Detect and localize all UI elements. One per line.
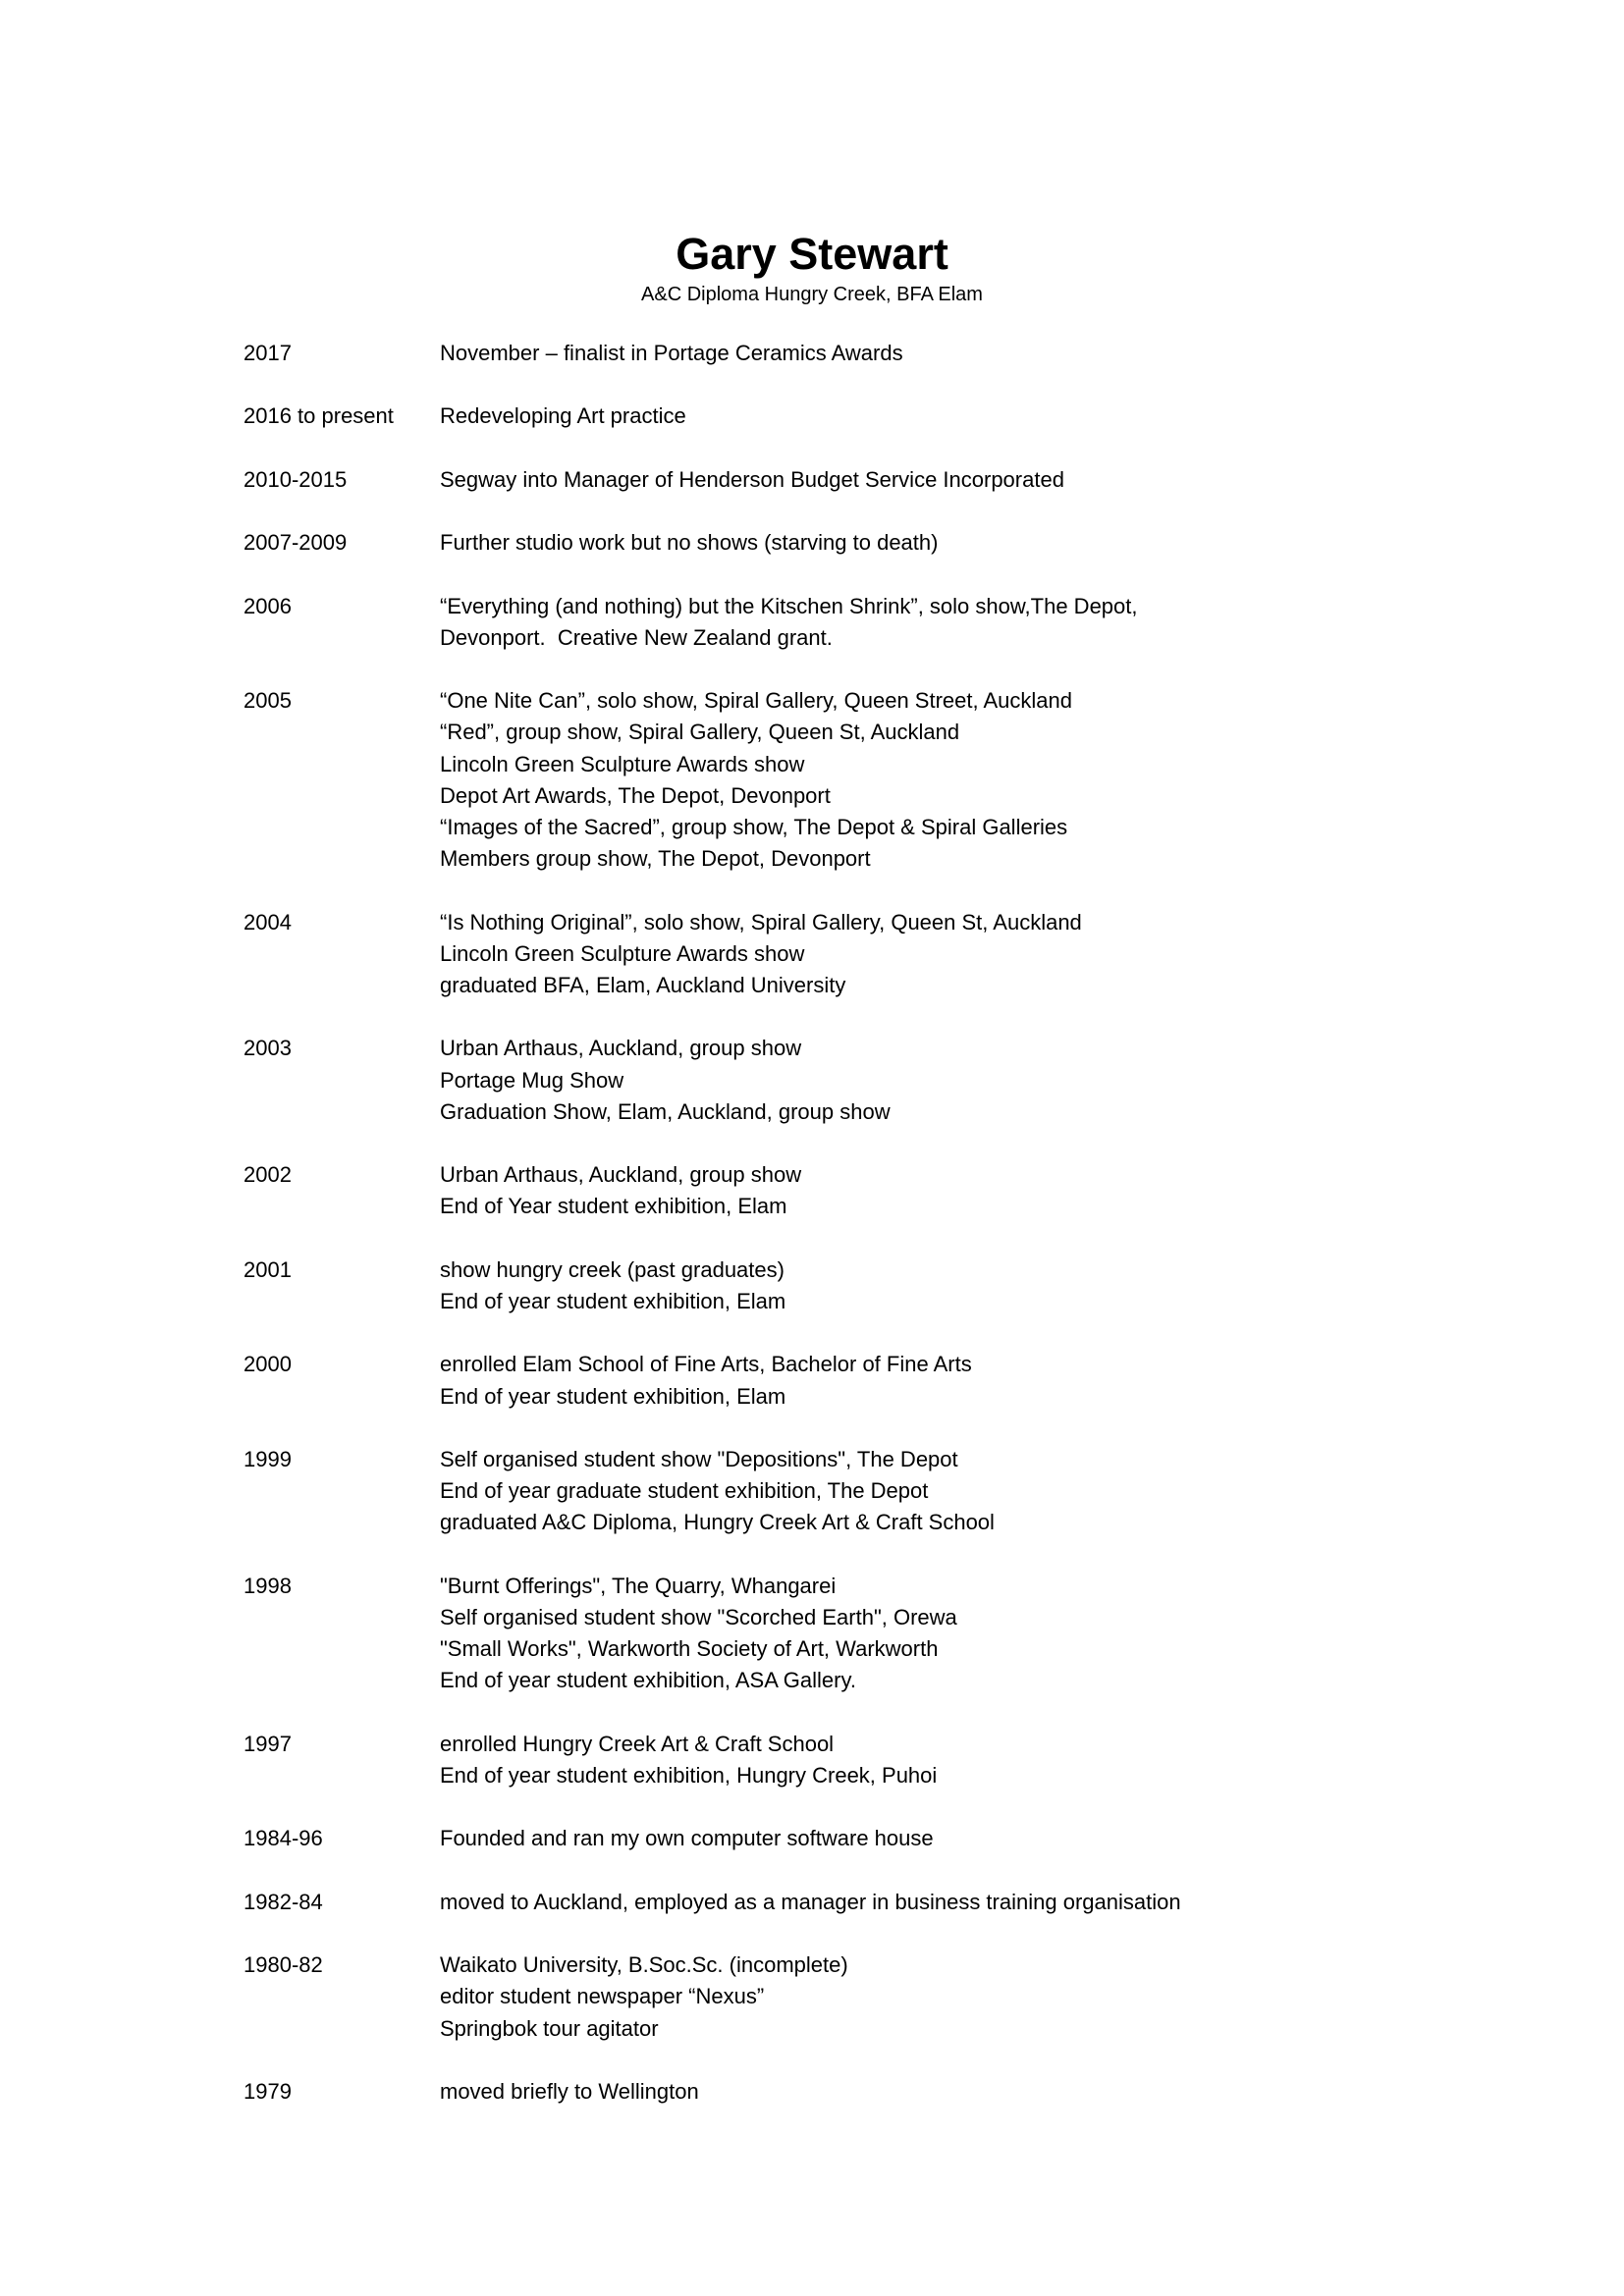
entry-year: 1999: [244, 1446, 292, 1471]
cv-entry-row: [244, 907, 1579, 1002]
entry-description: [440, 527, 1579, 559]
cv-entry-row: [244, 1729, 1579, 1791]
entry-description-line: Lincoln Green Sculpture Awards show: [440, 751, 805, 776]
cv-entry-row: [244, 1823, 1579, 1854]
cv-entries: [244, 338, 1579, 2139]
entry-description-line: End of Year student exhibition, Elam: [440, 1194, 787, 1219]
cv-entry-row: [244, 464, 1579, 496]
entry-description-line: Portage Mug Show: [440, 1067, 624, 1093]
entry-description: [440, 1444, 1579, 1539]
entry-year: 2006: [244, 593, 292, 618]
entry-description-line: Redeveloping Art practice: [440, 403, 686, 429]
entry-description-line: enrolled Hungry Creek Art & Craft School: [440, 1731, 835, 1756]
cv-entry-row: [244, 685, 1579, 875]
entry-year: 2002: [244, 1162, 292, 1188]
cv-entry-row: [244, 400, 1579, 432]
entry-description: [440, 1349, 1579, 1412]
entry-description-line: graduated A&C Diploma, Hungry Creek Art & Craft School: [440, 1510, 995, 1535]
entry-description-line: November – finalist in Portage Ceramics Awards: [440, 341, 903, 365]
entry-description-line: “Red”, group show, Spiral Gallery, Queen St, Auckland: [440, 720, 960, 745]
entry-description: [440, 685, 1579, 875]
entry-description-line: End of year student exhibition, Elam: [440, 1383, 786, 1409]
entry-description-line: End of year student exhibition, Hungry Creek, Puhoi: [440, 1762, 938, 1788]
entry-year: 2000: [244, 1352, 292, 1377]
entry-description-line: editor student newspaper “Nexus”: [440, 1984, 765, 2009]
cv-entry-row: [244, 1159, 1579, 1222]
entry-year: 1979: [244, 2078, 292, 2104]
entry-year: 2001: [244, 1256, 292, 1282]
cv-entry-row: [244, 1349, 1579, 1412]
entry-description-line: Further studio work but no shows (starving to death): [440, 530, 939, 556]
entry-description: [440, 1823, 1579, 1854]
entry-year: 2004: [244, 909, 292, 934]
entry-description: [440, 1887, 1579, 1918]
entry-year: 1984-96: [244, 1826, 323, 1851]
entry-description-line: Urban Arthaus, Auckland, group show: [440, 1036, 802, 1061]
entry-description: [440, 1949, 1579, 2045]
entry-description-line: Self organised student show "Scorched Earth", Orewa: [440, 1604, 957, 1629]
entry-description: [440, 2076, 1579, 2108]
cv-entry-row: [244, 527, 1579, 559]
entry-description: [440, 1255, 1579, 1317]
entry-description-line: “Everything (and nothing) but the Kitschen Shrink”, solo show,The Depot,: [440, 593, 1138, 618]
entry-description: [440, 400, 1579, 432]
entry-description-line: “Is Nothing Original”, solo show, Spiral Gallery, Queen St, Auckland: [440, 909, 1082, 934]
cv-entry-row: [244, 1033, 1579, 1128]
entry-description-line: Devonport. Creative New Zealand grant.: [440, 624, 833, 650]
entry-description-line: moved to Auckland, employed as a manager in business training organisation: [440, 1889, 1181, 1914]
entry-description: [440, 338, 1579, 369]
entry-description-line: moved briefly to Wellington: [440, 2078, 699, 2104]
entry-description-line: Graduation Show, Elam, Auckland, group show: [440, 1098, 891, 1124]
entry-description-line: "Burnt Offerings", The Quarry, Whangarei: [440, 1573, 837, 1598]
entry-year: 2016 to present: [244, 403, 394, 429]
cv-header: [0, 229, 1624, 307]
entry-year: 1997: [244, 1731, 292, 1756]
entry-year: 2003: [244, 1036, 292, 1061]
page-subtitle: A&C Diploma Hungry Creek, BFA Elam: [641, 284, 983, 305]
cv-entry-row: [244, 338, 1579, 369]
entry-year: 2010-2015: [244, 466, 348, 492]
entry-description-line: "Small Works", Warkworth Society of Art, Warkworth: [440, 1636, 939, 1662]
entry-description-line: “One Nite Can”, solo show, Spiral Gallery, Queen Street, Auckland: [440, 688, 1073, 714]
cv-entry-row: [244, 591, 1579, 654]
entry-description-line: Waikato University, B.Soc.Sc. (incomplete): [440, 1952, 848, 1978]
entry-description-line: Segway into Manager of Henderson Budget Service Incorporated: [440, 466, 1064, 492]
page-title: Gary Stewart: [676, 229, 948, 279]
entry-description-line: graduated BFA, Elam, Auckland University: [440, 972, 846, 997]
entry-year: 1980-82: [244, 1952, 323, 1978]
entry-description-line: enrolled Elam School of Fine Arts, Bachelor of Fine Arts: [440, 1352, 972, 1377]
entry-description-line: End of year student exhibition, Elam: [440, 1288, 786, 1313]
cv-entry-row: [244, 1255, 1579, 1317]
entry-description-line: Founded and ran my own computer software house: [440, 1826, 934, 1851]
entry-year: 1998: [244, 1573, 292, 1598]
entry-year: 2007-2009: [244, 530, 348, 556]
entry-year: 2005: [244, 688, 292, 714]
entry-description: [440, 1159, 1579, 1222]
entry-description-line: End of year graduate student exhibition, The Depot: [440, 1478, 929, 1504]
entry-description: [440, 1033, 1579, 1128]
cv-entry-row: [244, 1949, 1579, 2045]
entry-description-line: Members group show, The Depot, Devonport: [440, 846, 871, 872]
cv-entry-row: [244, 2076, 1579, 2108]
entry-description: [440, 1571, 1579, 1697]
entry-description-line: Self organised student show "Depositions", The Depot: [440, 1446, 958, 1471]
entry-year: 1982-84: [244, 1889, 323, 1914]
entry-description-line: “Images of the Sacred”, group show, The Depot & Spiral Galleries: [440, 814, 1068, 839]
entry-year: 2017: [244, 341, 292, 365]
entry-description: [440, 1729, 1579, 1791]
entry-description: [440, 907, 1579, 1002]
cv-entry-row: [244, 1571, 1579, 1697]
cv-entry-row: [244, 1444, 1579, 1539]
entry-description-line: Urban Arthaus, Auckland, group show: [440, 1162, 802, 1188]
entry-description-line: Depot Art Awards, The Depot, Devonport: [440, 782, 831, 808]
entry-description-line: show hungry creek (past graduates): [440, 1256, 785, 1282]
entry-description: [440, 591, 1579, 654]
entry-description-line: Springbok tour agitator: [440, 2015, 659, 2041]
cv-entry-row: [244, 1887, 1579, 1918]
entry-description-line: End of year student exhibition, ASA Gallery.: [440, 1668, 856, 1693]
entry-description: [440, 464, 1579, 496]
entry-description-line: Lincoln Green Sculpture Awards show: [440, 940, 805, 966]
